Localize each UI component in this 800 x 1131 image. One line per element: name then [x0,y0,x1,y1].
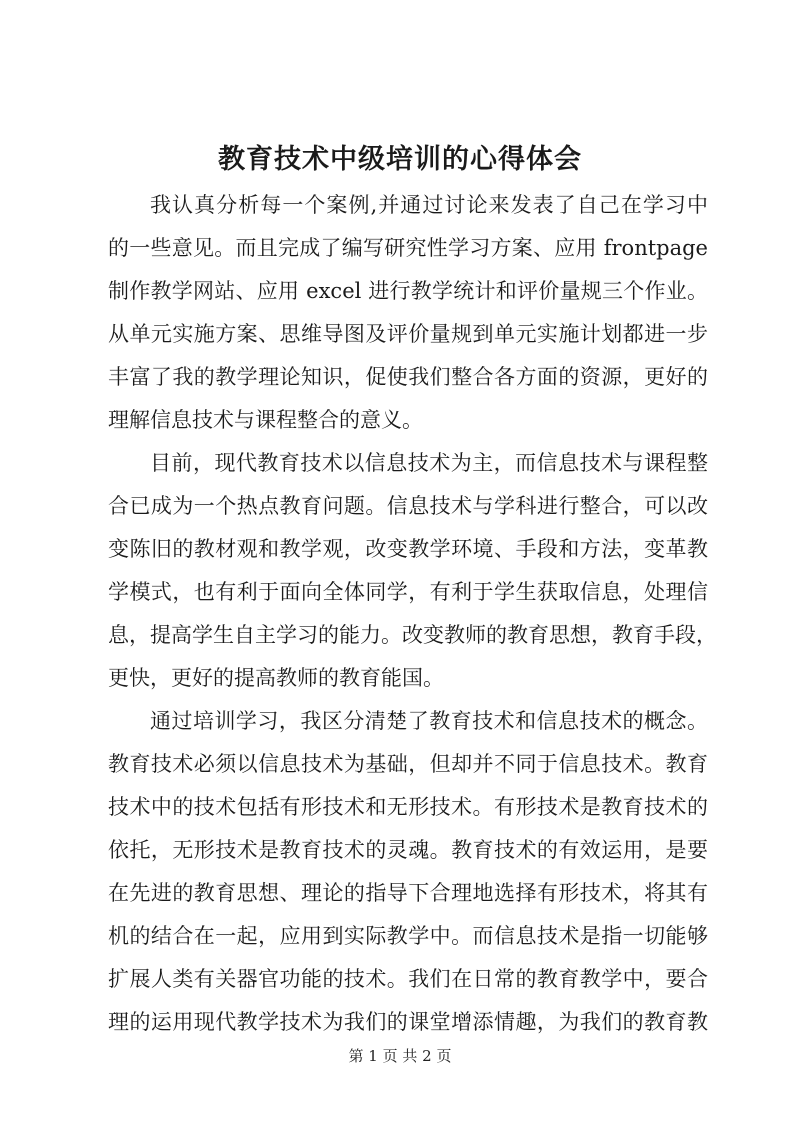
text-line: 息，提高学生自主学习的能力。改变教师的教育思想，教育手段， [108,623,717,647]
page-footer: 第 1 页 共 2 页 [348,1047,452,1065]
paragraph-1 [108,184,708,442]
text-line: 从单元实施方案、思维导图及评价量规到单元实施计划都进一步 [108,322,708,346]
text-line: 合已成为一个热点教育问题。信息技术与学科进行整合，可以改 [108,494,708,518]
text-line: 丰富了我的教学理论知识，促使我们整合各方面的资源，更好的 [108,365,708,389]
text-line: 教育技术必须以信息技术为基础，但却并不同于信息技术。教育 [108,752,708,776]
text-line: 更快，更好的提高教师的教育能国。 [108,666,444,690]
paragraph-2 [108,442,717,700]
text-line: 扩展人类有关器官功能的技术。我们在日常的教育教学中，要合 [108,967,708,991]
text-line: 的一些意见。而且完成了编写研究性学习方案、应用 frontpage [108,236,708,260]
text-line: 理的运用现代教学技术为我们的课堂增添情趣，为我们的教育教 [108,1010,708,1034]
text-line: 在先进的教育思想、理论的指导下合理地选择有形技术，将其有 [108,881,708,905]
text-line: 目前，现代教育技术以信息技术为主，而信息技术与课程整 [150,451,708,475]
text-line: 依托，无形技术是教育技术的灵魂。教育技术的有效运用，是要 [108,838,708,862]
text-line: 学模式，也有利于面向全体同学，有利于学生获取信息，处理信 [108,580,708,604]
text-line: 制作教学网站、应用 excel 进行教学统计和评价量规三个作业。 [108,279,708,303]
text-line: 通过培训学习，我区分清楚了教育技术和信息技术的概念。 [150,709,708,733]
page-title: 教育技术中级培训的心得体会 [218,144,582,175]
text-line: 变陈旧的教材观和教学观，改变教学环境、手段和方法，变革教 [108,537,708,561]
document-body [108,184,717,1044]
text-line: 机的结合在一起，应用到实际教学中。而信息技术是指一切能够 [108,924,708,948]
text-line: 技术中的技术包括有形技术和无形技术。有形技术是教育技术的 [108,795,708,819]
paragraph-3 [108,700,708,1044]
text-line: 我认真分析每一个案例,并通过讨论来发表了自己在学习中 [150,193,708,217]
text-line: 理解信息技术与课程整合的意义。 [108,408,423,432]
